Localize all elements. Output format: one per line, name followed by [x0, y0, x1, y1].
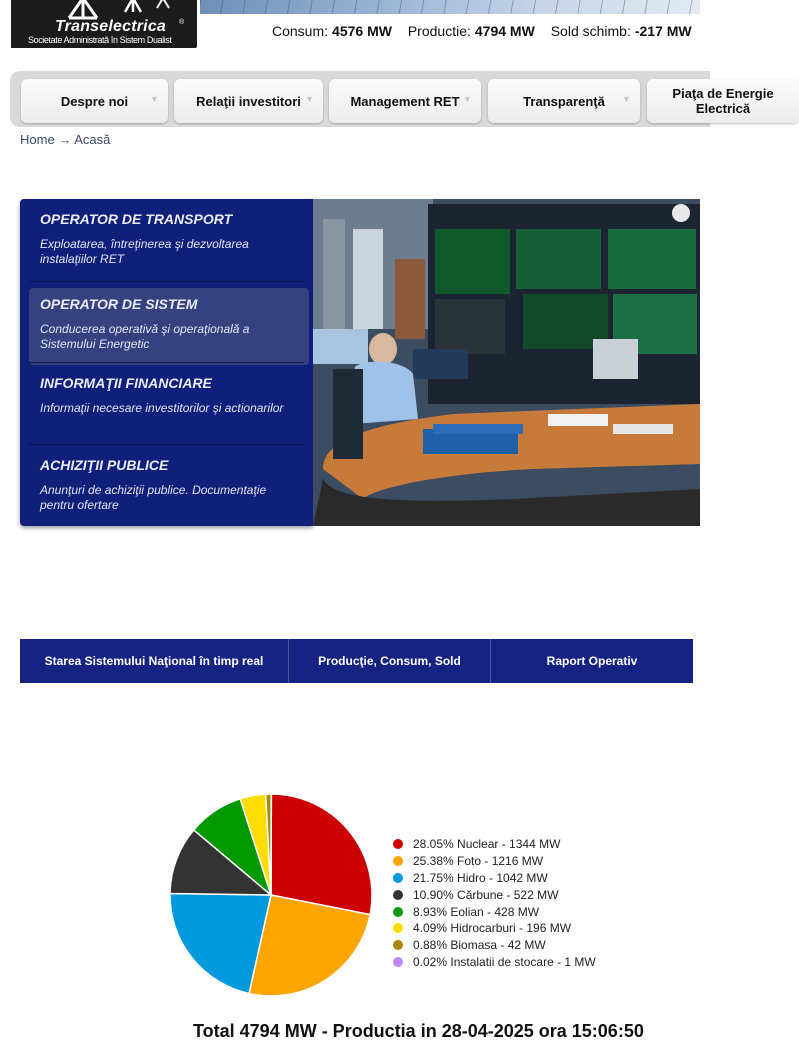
divider	[29, 362, 304, 363]
hero-entry-description: Anunţuri de achiziţii publice. Documentaţie pentru ofertare	[40, 483, 267, 512]
tab-productie-consum-sold[interactable]	[289, 639, 491, 683]
legend-item[interactable]	[393, 937, 596, 954]
legend-label: 28.05% Nuclear - 1344 MW	[413, 837, 561, 852]
legend-item[interactable]	[393, 954, 596, 971]
tab-label: Raport Operativ	[546, 654, 638, 668]
hero-entry-operator-sistem[interactable]	[29, 288, 309, 365]
hero-entry-description: Conducerea operativă şi operaţională a Sistemului Energetic	[40, 322, 250, 351]
nav-item-label: Transparenţă	[523, 93, 605, 109]
hero-entry-description: Informaţii necesare investitorilor şi actionarilor	[40, 401, 284, 415]
pylon-logo-icon	[63, 0, 181, 20]
pie-slice-nuclear[interactable]	[271, 794, 372, 915]
consum-value: 4576 MW	[332, 23, 392, 39]
legend-label: 10.90% Cărbune - 522 MW	[413, 887, 559, 902]
divider	[29, 281, 304, 282]
hero-entry-operator-transport[interactable]	[29, 203, 309, 280]
hero-entry-title: INFORMAŢII FINANCIARE	[40, 375, 212, 391]
nav-item-label: Piaţa de Energie Electrică	[672, 86, 774, 116]
chevron-down-icon: ▼	[463, 94, 472, 104]
legend-color-dot-icon	[393, 940, 403, 950]
nav-item-management-ret[interactable]	[329, 79, 481, 123]
legend-color-dot-icon	[393, 890, 403, 900]
chevron-down-icon: ▼	[622, 94, 631, 104]
production-pie-chart	[169, 793, 373, 997]
hero-entry-description: Exploatarea, întreţinerea şi dezvoltarea instalaţiilor RET	[40, 237, 249, 266]
legend-label: 0.02% Instalatii de stocare - 1 MW	[413, 954, 596, 969]
tab-raport-operativ[interactable]	[491, 639, 693, 683]
chart-total-title: Total 4794 MW - Productia in 28-04-2025 ora 15:06:50	[193, 1021, 644, 1041]
control-room-photo	[313, 199, 700, 526]
legend-color-dot-icon	[393, 839, 403, 849]
legend-item[interactable]	[393, 886, 596, 903]
legend-label: 25.38% Foto - 1216 MW	[413, 854, 544, 869]
hero-entry-title: OPERATOR DE TRANSPORT	[40, 211, 233, 227]
transelectrica-logo[interactable]	[11, 0, 197, 48]
hero-entry-title: OPERATOR DE SISTEM	[40, 296, 198, 312]
realtime-stats	[272, 23, 692, 39]
breadcrumb-current: Acasă	[74, 132, 111, 147]
nav-item-label: Management RET	[350, 93, 460, 109]
nav-item-despre-noi[interactable]	[21, 79, 168, 123]
productie-value: 4794 MW	[474, 23, 535, 39]
tab-label: Producţie, Consum, Sold	[318, 654, 461, 668]
site-header	[0, 0, 700, 64]
legend-label: 21.75% Hidro - 1042 MW	[413, 870, 548, 885]
hero-entry-title: ACHIZIŢII PUBLICE	[40, 457, 169, 473]
legend-color-dot-icon	[393, 873, 403, 883]
chevron-down-icon: ▼	[305, 94, 314, 104]
legend-item[interactable]	[393, 920, 596, 937]
breadcrumb-home-link[interactable]: Home	[20, 132, 55, 147]
nav-item-label: Despre noi	[60, 93, 129, 109]
tab-label: Starea Sistemului Naţional în timp real	[44, 654, 264, 668]
legend-label: 8.93% Eolian - 428 MW	[413, 904, 540, 919]
dashboard-tabs	[20, 639, 693, 683]
hero-entry-informatii-financiare[interactable]	[29, 367, 309, 444]
hero-section	[20, 199, 700, 526]
legend-label: 4.09% Hidrocarburi - 196 MW	[413, 921, 572, 936]
logo-tagline: Societate Administrată în Sistem Dualist	[28, 35, 172, 45]
nav-item-piata-energie[interactable]	[647, 79, 799, 123]
chevron-down-icon: ▼	[150, 94, 159, 104]
logo-registered-mark: ®	[179, 19, 185, 26]
tab-starea-sistemului[interactable]	[20, 639, 289, 683]
legend-color-dot-icon	[393, 923, 403, 933]
legend-item[interactable]	[393, 870, 596, 887]
legend-color-dot-icon	[393, 856, 403, 866]
legend-item[interactable]	[393, 836, 596, 853]
header-banner-image	[200, 0, 700, 14]
consum-label: Consum:	[272, 23, 329, 39]
legend-color-dot-icon	[393, 957, 403, 967]
legend-color-dot-icon	[393, 907, 403, 917]
sold-schimb-value: -217 MW	[634, 23, 692, 39]
legend-item[interactable]	[393, 853, 596, 870]
logo-name: Transelectrica	[55, 18, 167, 35]
divider	[29, 444, 304, 445]
sold-schimb-label: Sold schimb:	[550, 23, 631, 39]
nav-item-relatii-investitori[interactable]	[174, 79, 323, 123]
productie-label: Productie:	[407, 23, 471, 39]
hero-menu	[20, 199, 313, 526]
pie-chart-legend	[393, 836, 596, 970]
main-navigation	[10, 71, 774, 127]
nav-item-label: Relaţii investitori	[196, 93, 301, 109]
breadcrumb-arrow-icon: →	[58, 132, 72, 147]
legend-label: 0.88% Biomasa - 42 MW	[413, 938, 546, 953]
breadcrumb	[20, 132, 110, 147]
hero-entry-achizitii-publice[interactable]	[29, 449, 309, 526]
legend-item[interactable]	[393, 903, 596, 920]
control-room-illustration	[313, 199, 700, 526]
nav-item-transparenta[interactable]	[488, 79, 640, 123]
